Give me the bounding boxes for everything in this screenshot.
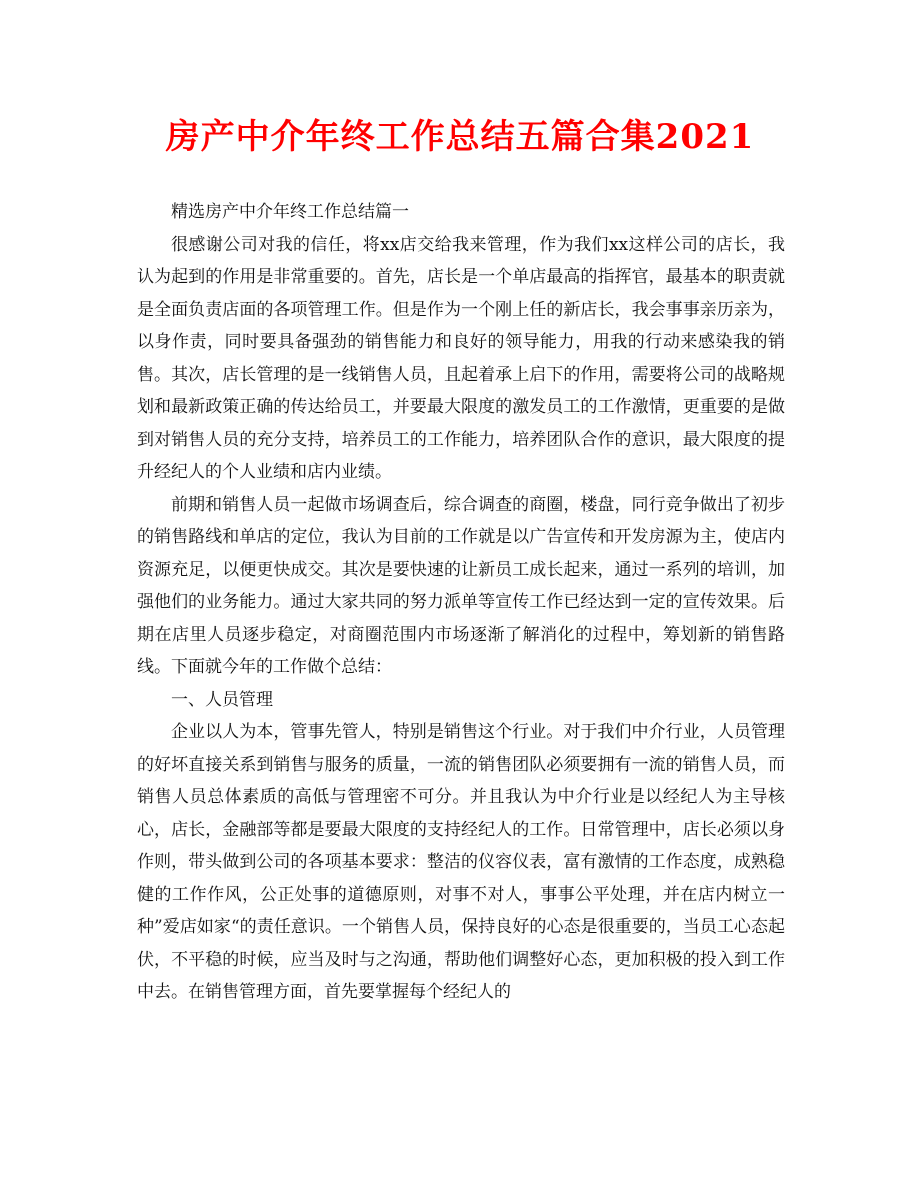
body-paragraph: 企业以人为本，管事先管人，特别是销售这个行业。对于我们中介行业，人员管理的好坏直接关系到销售与服务的质量，一流的销售团队必须要拥有一流的销售人员，而销售人员总体素质的高低与管理密不可分。并且我认为中介行业是以经纪人为主导核心，店长，金融部等都是要最大限度的支持经纪人的工作。日常管理中，店长必须以身作则，带头做到公司的各项基本要求：整洁的仪容仪表，富有激情的工作态度，成熟稳健的工作作风，公正处事的道德原则，对事不对人，事事公平处理，并在店内树立一种”爱店如家“的责任意识。一个销售人员，保持良好的心态是很重要的，当员工心态起伏，不平稳的时候，应当及时与之沟通，帮助他们调整好心态，更加积极的投入到工作中去。在销售管理方面，首先要掌握每个经纪人的 bbox=[137, 722, 785, 1002]
body-paragraph: 很感谢公司对我的信任，将xx店交给我来管理，作为我们xx这样公司的店长，我认为起到的作用是非常重要的。首先，店长是一个单店最高的指挥官，最基本的职责就是全面负责店面的各项管理工作。但是作为一个刚上任的新店长，我会事事亲历亲为，以身作责，同时要具备强劲的销售能力和良好的领导能力，用我的行动来感染我的销售。其次，店长管理的是一线销售人员，且起着承上启下的作用，需要将公司的战略规划和最新政策正确的传达给员工，并要最大限度的激发员工的工作激情，更重要的是做到对销售人员的充分支持，培养员工的工作能力，培养团队合作的意识，最大限度的提升经纪人的个人业绩和店内业绩。 bbox=[137, 234, 785, 482]
document-body bbox=[137, 196, 785, 1009]
document-title: 房产中介年终工作总结五篇合集2021 bbox=[165, 117, 755, 157]
body-paragraph: 前期和销售人员一起做市场调查后，综合调查的商圈，楼盘，同行竞争做出了初步的销售路线和单店的定位，我认为目前的工作就是以广告宣传和开发房源为主，使店内资源充足，以便更快成交。其次是要快速的让新员工成长起来，通过一系列的培训，加强他们的业务能力。通过大家共同的努力派单等宣传工作已经达到一定的宣传效果。后期在店里人员逐步稳定，对商圈范围内市场逐渐了解消化的过程中，筹划新的销售路线。下面就今年的工作做个总结： bbox=[137, 494, 785, 677]
section-heading-part-one: 精选房产中介年终工作总结篇一 bbox=[171, 202, 409, 222]
section-heading-personnel-management: 一、人员管理 bbox=[171, 689, 273, 710]
